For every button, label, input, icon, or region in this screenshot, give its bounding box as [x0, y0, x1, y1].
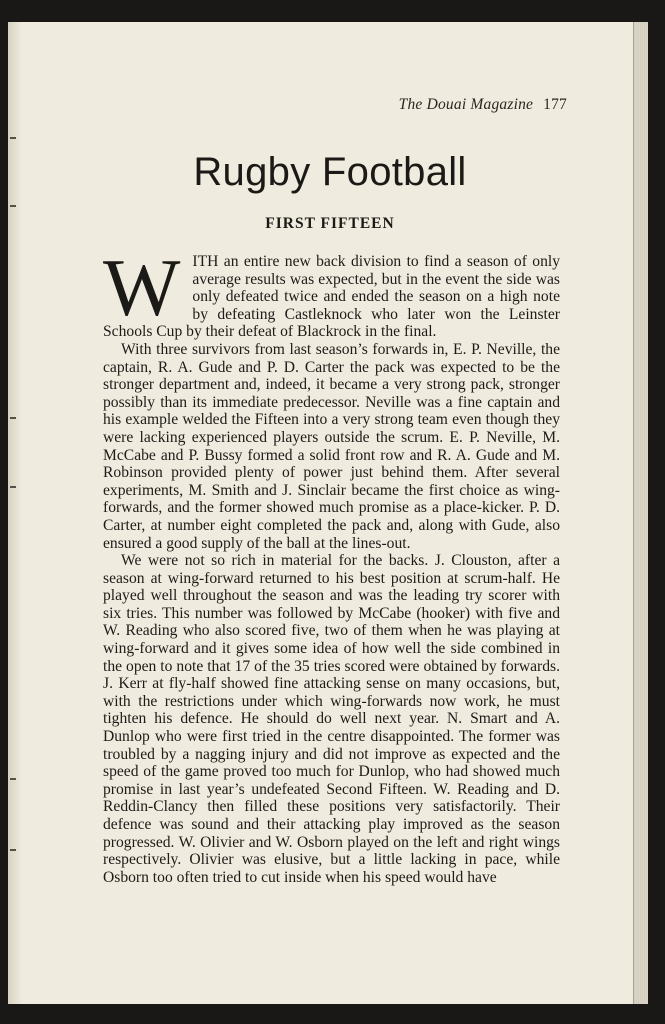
paragraph: With three survivors from last season’s forwards in, E. P. Neville, the captain, R. A. Gude and P. D. Carter the pack was expected to be the stronger department and, indeed, it became a very strong pack, stronger possibly than its immediate predecessor. Neville was a fine captain and his example welded the Fifteen into a very strong team even though they were lacking experienced players outside the scrum. E. P. Neville, M. McCabe and P. Bussy formed a solid front row and R. A. Gude and M. Robinson provided plenty of power just behind them. After several experiments, M. Smith and J. Sinclair became the first choice as wing-forwards, and the former showed much promise as a place-kicker. P. D. Carter, at number eight completed the pack and, along with Gude, also ensured a good supply of the ball at the lines-out. [103, 340, 560, 552]
paragraph [103, 242, 560, 341]
binding-mark [10, 486, 16, 488]
article-title: Rugby Football [193, 150, 467, 194]
binding-mark [10, 417, 16, 419]
binding-mark [10, 849, 16, 851]
binding-mark [10, 778, 16, 780]
paragraph-text: ITH an entire new back division to find a season of only average results was expected, but in the event the side was only defeated twice and ended the season on a high note by defeating Castleknock who later won the Leinster Schools Cup by their defeat of Blackrock in the final. [103, 253, 560, 341]
binding-mark [10, 205, 16, 207]
paragraph: We were not so rich in material for the backs. J. Clouston, after a season at wing-forward returned to his best position at scrum-half. He played well throughout the season and was the leading try scorer with six tries. This number was followed by McCabe (hooker) with five and W. Reading who also scored five, two of them when he was playing at wing-forward and it gives some idea of how well the side combined in the open to note that 17 of the 35 tries scored were obtained by forwards. J. Kerr at fly-half showed fine attacking sense on many occasions, but, with the restrictions under which wing-forwards now work, he must tighten his defence. He should do well next year. N. Smart and A. Dunlop who were first tried in the centre disappointed. The former was troubled by a nagging injury and did not improve as expected and the speed of the game proved too much for Dunlop, who had showed much promise in last year’s undefeated Second Fifteen. W. Reading and D. Reddin-Clancy then filled these positions very satisfactorily. Their defence was sound and their attacking play improved as the season progressed. W. Olivier and W. Osborn played on the left and right wings respectively. Olivier was elusive, but a little lacking in pace, while Osborn too often tried to cut inside when his speed would have [103, 552, 560, 886]
drop-cap: W [103, 242, 181, 333]
magazine-name: The Douai Magazine [398, 96, 534, 113]
page-number: 177 [543, 96, 567, 113]
binding-mark [10, 137, 16, 139]
article-subtitle: FIRST FIFTEEN [265, 215, 395, 232]
article-body [103, 242, 560, 886]
running-head [399, 96, 567, 114]
